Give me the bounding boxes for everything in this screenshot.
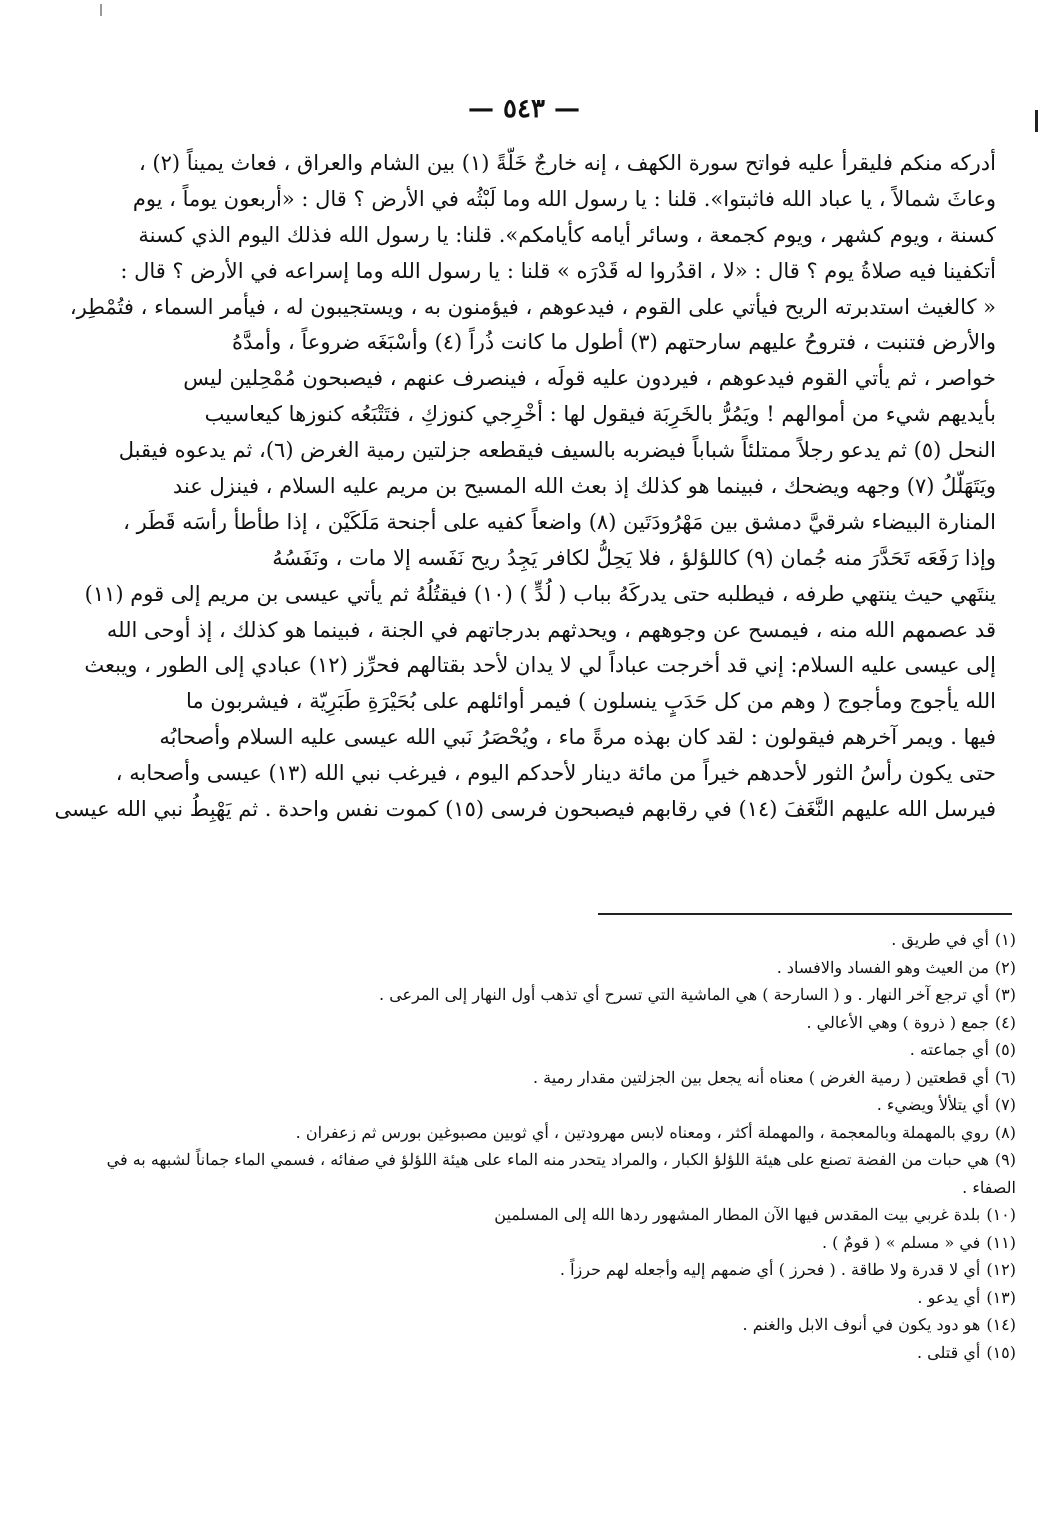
footnote-text: أي جماعته . (909, 1040, 989, 1059)
footnotes (96, 926, 1016, 1366)
text-line: ينتَهي حيث ينتهي طرفه ، فيطلبه حتى يدركَهُ بباب ( لُدٍّ ) (١٠) فيقتُلُهُ ثم يأتي عيسى بن مريم إلى قوم (١١) (84, 581, 996, 606)
footnote-text: أي قطعتين ( رمية الغرض ) معناه أنه يجعل بين الجزلتين مقدار رمية . (532, 1067, 989, 1087)
main-text (54, 146, 996, 828)
footnote-text: هي حبات من الفضة تصنع على هيئة اللؤلؤ الكبار ، والمراد يتحدر منه الماء على هيئة اللؤلؤ في صفائه ، فسمي الماء جماناً لشبهه به في الصفاء . (106, 1150, 1016, 1197)
footnote-text: روي بالمهملة وبالمعجمة ، والمهملة أكثر ، ومعناه لابس مهرودتين ، أي ثوبين مصبوغين بورس ثم زعفران . (295, 1122, 989, 1142)
text-line: والأرض فتنبت ، فتروحُ عليهم سارحتهم (٣) أطول ما كانت ذُراً (٤) وأسْبَغَه ضروعاً ، وأمدَّهُ (232, 330, 996, 355)
footnote (96, 1229, 1016, 1257)
footnote (96, 1146, 1016, 1201)
footnote-number: (٩) (994, 1150, 1016, 1169)
footnote (96, 954, 1016, 982)
footnote (96, 981, 1016, 1009)
text-line: أدركه منكم فليقرأ عليه فواتح سورة الكهف ، إنه خارجٌ خَلّةً (١) بين الشام والعراق ، فعاث يميناً (٢) ، (138, 151, 996, 175)
page-number: — ٥٤٣ — (467, 94, 581, 124)
footnote-number: (٥) (994, 1040, 1016, 1059)
footnote-number: (٦) (994, 1067, 1016, 1087)
footnote (96, 1256, 1016, 1284)
text-line: الله يأجوج ومأجوج ( وهم من كل حَدَبٍ ينسلون ) فيمر أوائلهم على بُحَيْرَةِ طَبَرِيّة ، فيشربون ما (185, 689, 996, 714)
text-line: حتى يكون رأسُ الثور لأحدهم خيراً من مائة دينار لأحدكم اليوم ، فيرغب نبي الله (١٣) عيسى وأصحابه ، (115, 761, 996, 786)
text-line: النحل (٥) ثم يدعو رجلاً ممتلئاً شباباً فيضربه بالسيف فيقطعه جزلتين رمية الغرض (٦)، ثم يدعوه فيقبل (118, 438, 996, 463)
footnote-number: (٨) (994, 1122, 1016, 1142)
footnote-divider (598, 913, 1012, 915)
text-line: بأيديهم شيء من أموالهم ! ويَمُرُّ بالخَرِبَة فيقول لها : أخْرِجي كنوزكِ ، فتَتْبَعُه كنوزها كيعاسيب (204, 402, 996, 427)
footnote-text: أي قتلى . (916, 1342, 981, 1362)
footnote-text: من العيث وهو الفساد والافساد . (776, 957, 989, 977)
text-line: فيها . ويمر آخرهم فيقولون : لقد كان بهذه مرةً ماء ، ويُحْصَرُ نَبي الله عيسى عليه السلام وأصحابُه (159, 725, 996, 750)
footnote-text: أي يدعو . (917, 1287, 981, 1307)
footnote-number: (١٣) (986, 1287, 1016, 1307)
footnote-text: أي لا قدرة ولا طاقة . ( فحرز ) أي ضمهم إليه وأجعله لهم حرزاً . (559, 1260, 981, 1279)
text-line: إلى عيسى عليه السلام: إني قد أخرجت عباداً لي لا يدان لأحد بقتالهم فحرِّز (١٢) عبادي إلى الطور ، ويبعث (84, 653, 996, 678)
footnote (96, 1201, 1016, 1229)
footnote-text: هو دود يكون في أنوف الابل والغنم . (742, 1315, 981, 1334)
text-line: ويَتَهَلّلُ (٧) وجهه ويضحك ، فبينما هو كذلك إذ بعث الله المسيح بن مريم عليه السلام ، فينزل عند (172, 474, 996, 499)
footnote-number: (٢) (994, 957, 1016, 977)
footnote-number: (١١) (986, 1232, 1016, 1252)
footnote-number: (١٥) (986, 1342, 1016, 1362)
footnote-number: (٤) (994, 1012, 1016, 1032)
text-line: فيرسل الله عليهم النَّغَفَ (١٤) في رقابهم فيصبحون فرسى (١٥) كموت نفس واحدة . ثم يَهْبِطُ نبي الله عيسى (54, 797, 996, 822)
text-line: خواصر ، ثم يأتي القوم فيدعوهم ، فيردون عليه قولَه ، فينصرف عنهم ، فيصبحون مُمْحِلين ليس (183, 366, 996, 391)
footnote-text: أي يتلألأ ويضيء . (876, 1095, 989, 1114)
text-line: وعاثَ شمالاً ، يا عباد الله فاثبتوا». قلنا : يا رسول الله وما لَبْثُه في الأرض ؟ قال : «أربعون يوماً ، يوم (132, 186, 996, 211)
footnote (96, 1119, 1016, 1147)
footnote-number: (٣) (994, 985, 1016, 1004)
text-line: وإذا رَفَعَه تَحَدَّرَ منه جُمان (٩) كاللؤلؤ ، فلا يَحِلُّ لكافر يَجِدُ ريح نَفَسه إلا مات ، ونَفَسُهُ (272, 545, 996, 570)
footnote-number: (١٠) (986, 1205, 1016, 1224)
footnote (96, 1091, 1016, 1119)
footnote (96, 1339, 1016, 1367)
footnote (96, 926, 1016, 954)
footnote-text: أي في طريق . (891, 930, 989, 949)
footnote (96, 1009, 1016, 1037)
footnote-number: (١٢) (986, 1260, 1016, 1279)
footnote-text: جمع ( ذروة ) وهي الأعالي . (806, 1012, 989, 1032)
footnote-number: (٧) (994, 1095, 1016, 1114)
scan-artifact (100, 4, 102, 16)
footnote-number: (١٤) (986, 1315, 1016, 1334)
footnote-number: (١) (994, 930, 1016, 949)
footnote-text: في « مسلم » ( قومٌ ) . (821, 1232, 981, 1252)
text-line: قد عصمهم الله منه ، فيمسح عن وجوههم ، ويحدثهم بدرجاتهم في الجنة ، فبينما هو كذلك ، إذ أوحى الله (106, 617, 996, 642)
text-line: كسنة ، ويوم كشهر ، ويوم كجمعة ، وسائر أيامه كأيامكم». قلنا: يا رسول الله فذلك اليوم الذي كسنة (138, 222, 996, 247)
text-line: أتكفينا فيه صلاةُ يوم ؟ قال : «لا ، اقدُروا له قَدْرَه » قلنا : يا رسول الله وما إسراعه في الأرض ؟ قال : (120, 258, 996, 283)
text-line: المنارة البيضاء شرقيَّ دمشق بين مَهْرُودَتَين (٨) واضعاً كفيه على أجنحة مَلَكَيْن ، إذا طأطأ رأسَه قَطَر ، (123, 509, 996, 534)
footnote (96, 1064, 1016, 1092)
footnote (96, 1311, 1016, 1339)
footnote (96, 1284, 1016, 1312)
footnote (96, 1036, 1016, 1064)
footnote-text: بلدة غربي بيت المقدس فيها الآن المطار المشهور ردها الله إلى المسلمين (494, 1205, 981, 1224)
footnote-text: أي ترجع آخر النهار . و ( السارحة ) هي الماشية التي تسرح أي تذهب أول النهار إلى المرعى . (379, 985, 989, 1004)
text-line: « كالغيث استدبرته الريح فيأتي على القوم ، فيدعوهم ، فيؤمنون به ، ويستجيبون له ، فيأمر السماء ، فتُمْطِر، (69, 294, 996, 319)
